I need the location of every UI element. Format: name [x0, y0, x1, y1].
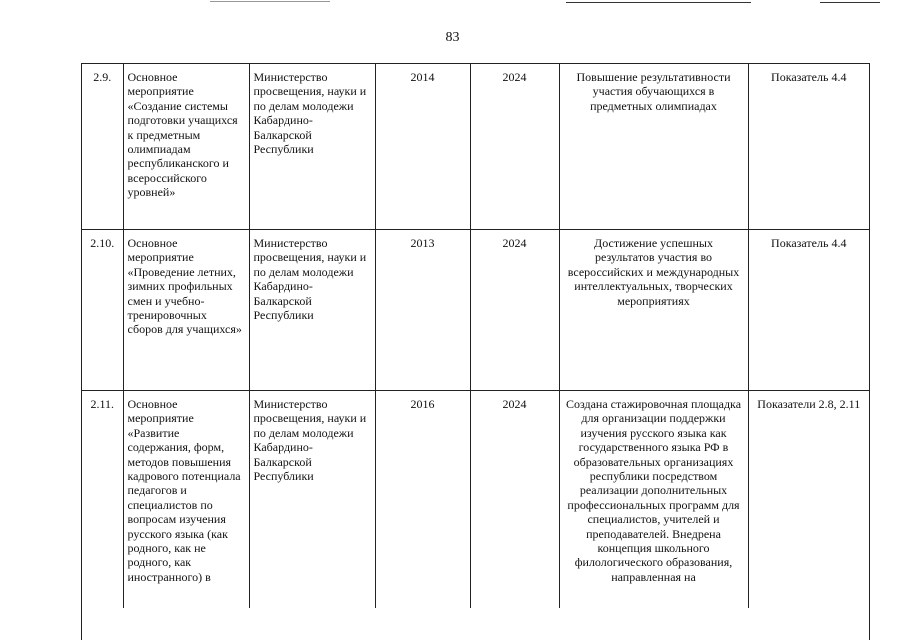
scan-artifact-line: [210, 1, 330, 2]
start-year: 2016: [375, 391, 470, 609]
indicator-link: Показатели 2.8, 2.11: [748, 391, 869, 609]
executor: Министерство просвещения, науки и по делам молодежи Кабардино-Балкарской Республики: [249, 230, 375, 391]
page-number: 83: [445, 30, 460, 45]
table-row: [82, 391, 869, 609]
program-measures-table: [81, 63, 870, 640]
measure-name: Основное мероприятие «Развитие содержания, форм, методов повышения кадрового потенциала педагогов и специалистов по вопросам изучения русского языка (как родного, как не родного, как иностранного) в: [123, 391, 249, 609]
indicator-link: Показатель 4.4: [748, 64, 869, 230]
table-row: [82, 230, 869, 391]
executor: Министерство просвещения, науки и по делам молодежи Кабардино-Балкарской Республики: [249, 64, 375, 230]
table-row: [82, 64, 869, 230]
scan-artifact-line: [566, 2, 751, 3]
row-number: 2.10.: [82, 230, 123, 391]
row-number: 2.11.: [82, 391, 123, 609]
end-year: 2024: [470, 391, 559, 609]
end-year: 2024: [470, 230, 559, 391]
start-year: 2013: [375, 230, 470, 391]
indicator-link: Показатель 4.4: [748, 230, 869, 391]
measure-name: Основное мероприятие «Проведение летних, зимних профильных смен и учебно-тренировочных сборов для учащихся»: [123, 230, 249, 391]
start-year: 2014: [375, 64, 470, 230]
expected-result: Создана стажировочная площадка для организации поддержки изучения русского языка как государственного языка РФ в образовательных организациях республики посредством реализации дополнительных профессиональных программ для специалистов, учителей и преподавателей. Внедрена концепция школьного филологического образования, направленная на: [559, 391, 748, 609]
end-year: 2024: [470, 64, 559, 230]
executor: Министерство просвещения, науки и по делам молодежи Кабардино-Балкарской Республики: [249, 391, 375, 609]
expected-result: Повышение результативности участия обучающихся в предметных олимпиадах: [559, 64, 748, 230]
scan-artifact-line: [820, 2, 880, 3]
row-number: 2.9.: [82, 64, 123, 230]
expected-result: Достижение успешных результатов участия во всероссийских и международных интеллектуальных, творческих мероприятиях: [559, 230, 748, 391]
measure-name: Основное мероприятие «Создание системы подготовки учащихся к предметным олимпиадам республиканского и всероссийского уровней»: [123, 64, 249, 230]
